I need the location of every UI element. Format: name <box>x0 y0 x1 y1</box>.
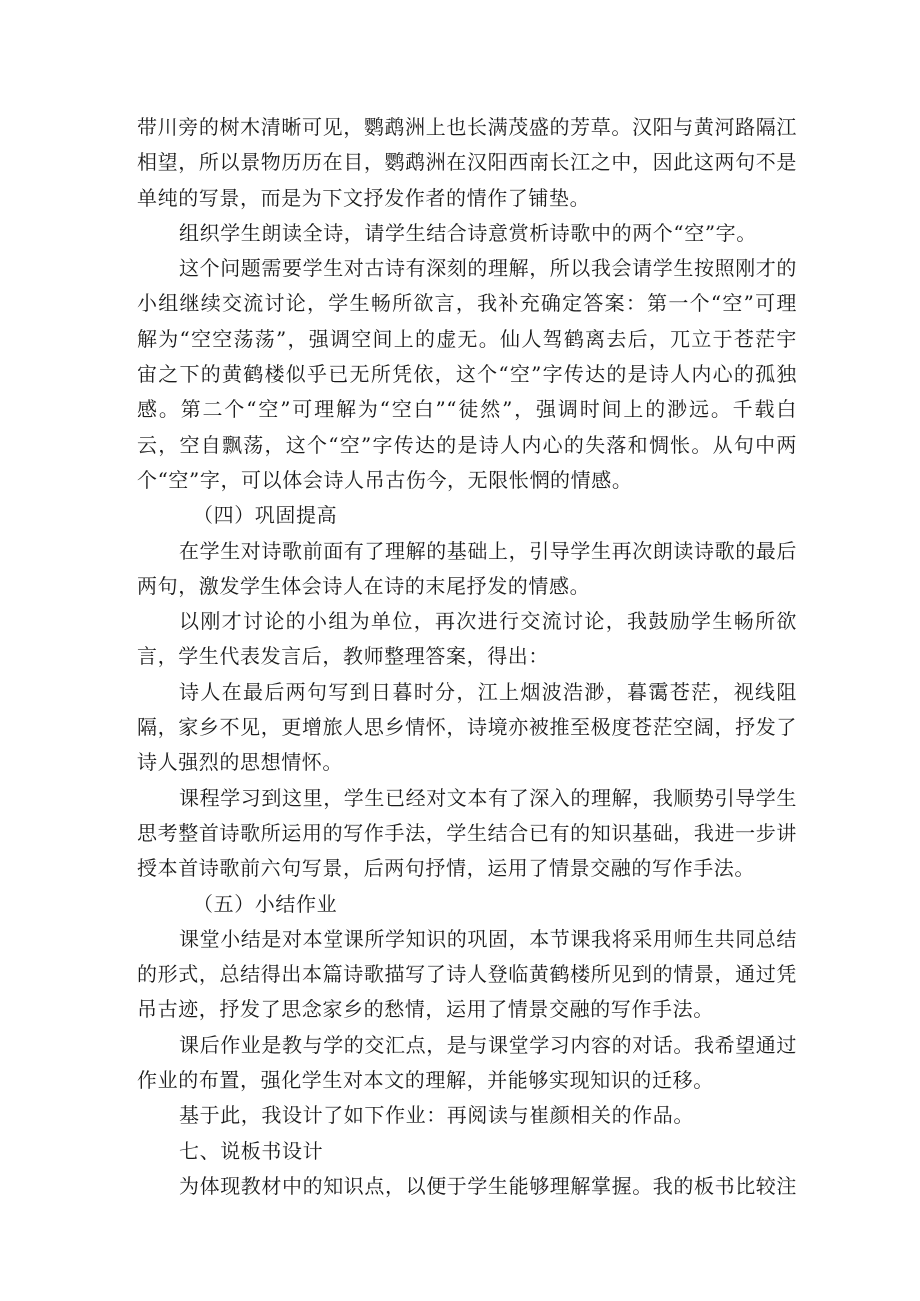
paragraph-continuation: 带川旁的树木清晰可见，鹦鹉洲上也长满茂盛的芳草。汉阳与黄河路隔江相望，所以景物历历在目，鹦鹉洲在汉阳西南长江之中，因此这两句不是单纯的写景，而是为下文抒发作者的情作了铺垫。 <box>137 115 797 210</box>
paragraph-board-design: 为体现教材中的知识点，以便于学生能够理解掌握。我的板书比较注 <box>179 1173 797 1198</box>
paragraph-homework: 课后作业是教与学的交汇点，是与课堂学习内容的对话。我希望通过作业的布置，强化学生对本文的理解，并能够实现知识的迁移。 <box>137 1032 797 1093</box>
paragraph-kong-analysis: 这个问题需要学生对古诗有深刻的理解，所以我会请学生按照刚才的小组继续交流讨论，学生畅所欲言，我补充确定答案：第一个“空”可理解为“空空荡荡”，强调空间上的虚无。仙人驾鹤离去后，兀立于苍茫宇宙之下的黄鹤楼似乎已无所凭依，这个“空”字传达的是诗人内心的孤独感。第二个“空”可理解为“空白”“徒然”，强调时间上的渺远。千载白云，空自飘荡，这个“空”字传达的是诗人内心的失落和惆怅。从句中两个“空”字，可以体会诗人吊古伤今，无限怅惘的情感。 <box>137 256 797 492</box>
paragraph-class-summary: 课堂小结是对本堂课所学知识的巩固，本节课我将采用师生共同总结的形式，总结得出本篇诗歌描写了诗人登临黄鹤楼所见到的情景，通过凭吊古迹，抒发了思念家乡的愁情，运用了情景交融的写作手法。 <box>137 926 797 1022</box>
document-body <box>137 110 797 1204</box>
paragraph-writing-technique: 课程学习到这里，学生已经对文本有了深入的理解，我顺势引导学生思考整首诗歌所运用的写作手法，学生结合已有的知识基础，我进一步讲授本首诗歌前六句写景，后两句抒情，运用了情景交融的写作手法。 <box>137 785 797 881</box>
section-heading-summary: （五）小结作业 <box>193 891 338 916</box>
section-heading-board-design: 七、说板书设计 <box>179 1138 324 1163</box>
paragraph-last-two-lines: 在学生对诗歌前面有了理解的基础上，引导学生再次朗读诗歌的最后两句，激发学生体会诗人在诗的末尾抒发的情感。 <box>137 538 797 598</box>
section-heading-consolidate: （四）巩固提高 <box>193 503 338 528</box>
paragraph-answer: 诗人在最后两句写到日暮时分，江上烟波浩渺，暮霭苍茫，视线阻隔，家乡不见，更增旅人思乡情怀，诗境亦被推至极度苍茫空阔，抒发了诗人强烈的思想情怀。 <box>137 679 797 775</box>
paragraph-read-aloud: 组织学生朗读全诗，请学生结合诗意赏析诗歌中的两个“空”字。 <box>179 220 757 245</box>
paragraph-group-discussion: 以刚才讨论的小组为单位，再次进行交流讨论，我鼓励学生畅所欲言，学生代表发言后，教师整理答案，得出： <box>137 609 797 669</box>
paragraph-homework-detail: 基于此，我设计了如下作业：再阅读与崔颜相关的作品。 <box>179 1103 694 1128</box>
